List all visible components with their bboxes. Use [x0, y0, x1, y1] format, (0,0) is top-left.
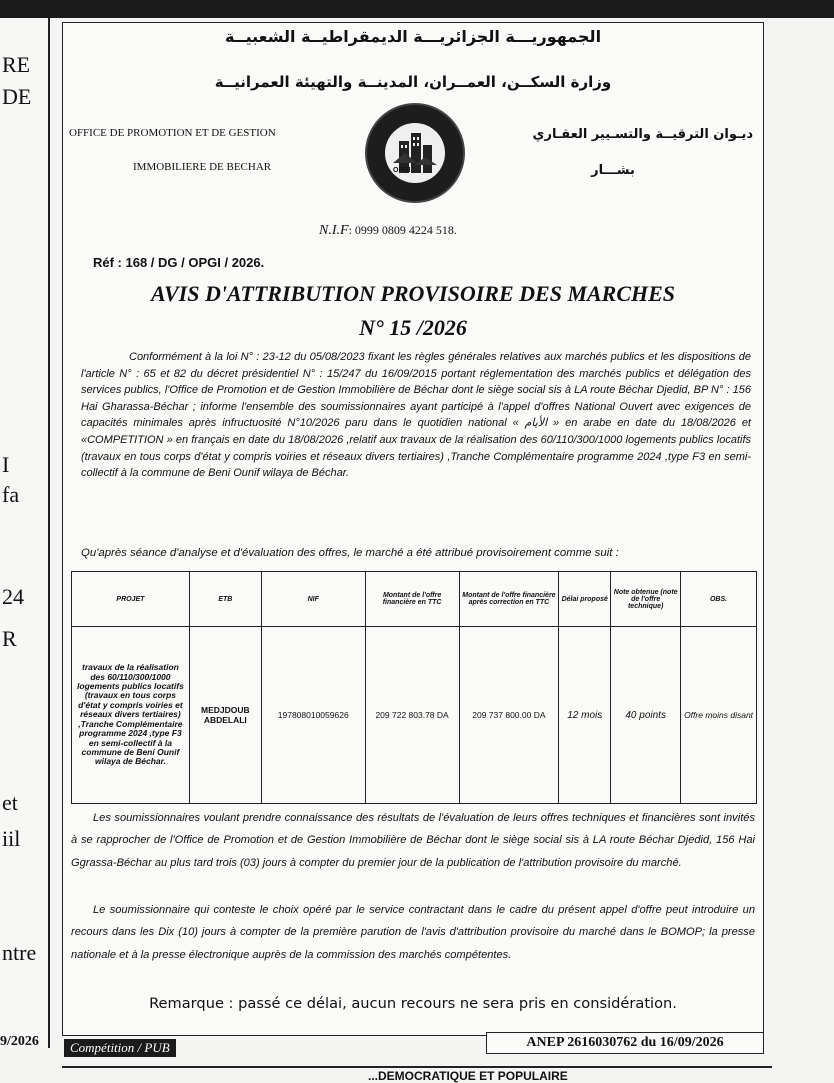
award-table — [71, 571, 757, 804]
tender-notice — [62, 22, 764, 1036]
header-republic-arabic: الجمهوريـــة الجزائريـــة الديمقراطيــة الشعبيــة — [224, 27, 602, 46]
remark-line: Remarque : passé ce délai, aucun recours ne sera pris en considération. — [149, 995, 677, 1012]
table-cell-projet: travaux de la réalisation des 60/110/300/1000 logements publics locatifs (travaux en tous corps d'état y compris voiries et réseaux divers tertiaires) ,Tranche Complémentaire programme 2024 ,type F3 en semi-collectif à la commune de Beni Ounif wilaya de Béchar. — [72, 627, 190, 804]
logo-emblem — [385, 123, 445, 183]
consultation-paragraph: Les soumissionnaires voulant prendre connaissance des résultats de l'évaluation de leurs offres techniques et financières sont invités à se rapprocher de l'Office de Promotion et de Gestion Immobilière de Béchar dont le siège social sis à LA route Béchar Djedid, 156 Hai Ggrassa-Béchar au plus tard trois (03) jours à compter du premier jour de la publication de l'attribution provisoire du marché. — [71, 812, 755, 869]
table-header-cell: ETB — [189, 572, 261, 627]
left-fragment-text: RE — [2, 52, 31, 77]
table-row — [72, 627, 757, 804]
anep-reference: ANEP 2616030762 du 16/09/2026 — [486, 1032, 764, 1054]
nif-line — [319, 223, 457, 239]
appeal-paragraph: Le soumissionnaire qui conteste le choix opéré par le service contractant dans le cadre du présent appel d'offre peut introduire un recours dans les Dix (10) jours à compter de la première parution de l'avis d'attribution provisoire du marché dans le BOMOP; la presse nationale et à la presse électronique auprès de la commission des marchés compétentes. — [71, 904, 755, 961]
left-column-fragment — [0, 18, 50, 1048]
source-tag: Compétition / PUB — [64, 1039, 176, 1057]
table-cell-note: 40 points — [611, 627, 681, 804]
left-fragment-text: ntre — [2, 940, 37, 965]
top-black-bar — [0, 0, 834, 18]
table-cell-etb: MEDJDOUB ABDELALI — [189, 627, 261, 804]
left-fragment-text: 24 — [2, 584, 24, 609]
table-header-row — [72, 572, 757, 627]
nif-label: N.I.F — [319, 223, 349, 238]
office-name-french-line1: OFFICE DE PROMOTION ET DE GESTION — [69, 127, 276, 139]
table-cell-delai: 12 mois — [559, 627, 611, 804]
left-fragment-text: I — [2, 452, 10, 477]
notice-title: AVIS D'ATTRIBUTION PROVISOIRE DES MARCHES — [150, 281, 676, 306]
notice-number: N° 15 /2026 — [359, 315, 467, 340]
left-fragment-text: et — [2, 790, 18, 815]
table-header-cell: Montant de l'offre financière en TTC — [365, 572, 459, 627]
table-cell-montant: 209 722 803.78 DA — [365, 627, 459, 804]
nif-value: : 0999 0809 4224 518. — [348, 223, 457, 237]
left-column-date: 9/2026 — [0, 1034, 39, 1048]
table-cell-nif: 197808010059626 — [261, 627, 365, 804]
table-header-cell: OBS. — [681, 572, 757, 627]
opgi-logo — [365, 103, 465, 203]
office-name-arabic-line1: ديـوان الترقيــة والتسـيير العقـاري — [532, 127, 753, 142]
intro-result-line: Qu'après séance d'analyse et d'évaluation des offres, le marché a été attribué provisoirement comme suit : — [81, 547, 619, 559]
left-fragment-text: iil — [2, 826, 21, 851]
header-ministry-arabic: وزارة السكــن، العمــران، المدينــة والتهيئة العمرانيــة — [214, 73, 612, 91]
reference-number: Réf : 168 / DG / OPGI / 2026. — [93, 255, 265, 270]
left-fragment-text: DE — [2, 84, 32, 109]
intro-paragraph: Conformément à la loi N° : 23-12 du 05/08/2023 fixant les règles générales relatives aux marchés publics et les dispositions de l'article N° : 65 et 82 du décret présidentiel N° : 15/247 du 16/09/2015 portant réglementation des marchés publics et délégation des services publics, l'Office de Promotion et de Gestion Immobilière de Béchar dont le siège social sis à LA route Béchar Djedid, BP N° : 156 Hai Gharassa-Béchar ; informe l'ensemble des soumissionnaires ayant participé à l'appel d'offres National Ouvert avec exigences de capacités minimales après infructuosité N°10/2026 paru dans le quotidien national « الأيام » en arabe en date du 18/08/2026 et «COMPETITION » en français en date du 18/08/2026 ,relatif aux travaux de la réalisation des 60/110/300/1000 logements publics locatifs (travaux en tous corps d'état y compris voiries et réseaux divers tertiaires) ,Tranche Complémentaire programme 2024 ,type F3 en semi-collectif à la commune de Beni Ounif wilaya de Béchar. — [81, 351, 751, 480]
table-header-cell: Note obtenue (note de l'offre technique) — [611, 572, 681, 627]
table-header-cell: PROJET — [72, 572, 190, 627]
left-fragment-text: R — [2, 626, 17, 651]
building-icon — [385, 123, 445, 183]
left-fragment-text: fa — [2, 482, 20, 507]
table-header-cell: Délai proposé — [559, 572, 611, 627]
table-header-cell: Montant de l'offre financière après correction en TTC — [459, 572, 559, 627]
office-name-arabic-line2: بشـــار — [591, 163, 635, 178]
next-notice-heading: ...DEMOCRATIQUE ET POPULAIRE — [368, 1069, 568, 1083]
office-name-french-line2: IMMOBILIERE DE BECHAR — [133, 161, 272, 173]
table-cell-obs: Offre moins disant — [681, 627, 757, 804]
table-cell-montant-corrige: 209 737 800.00 DA — [459, 627, 559, 804]
table-header-cell: NIF — [261, 572, 365, 627]
logo-text: OPGI — [393, 167, 411, 174]
